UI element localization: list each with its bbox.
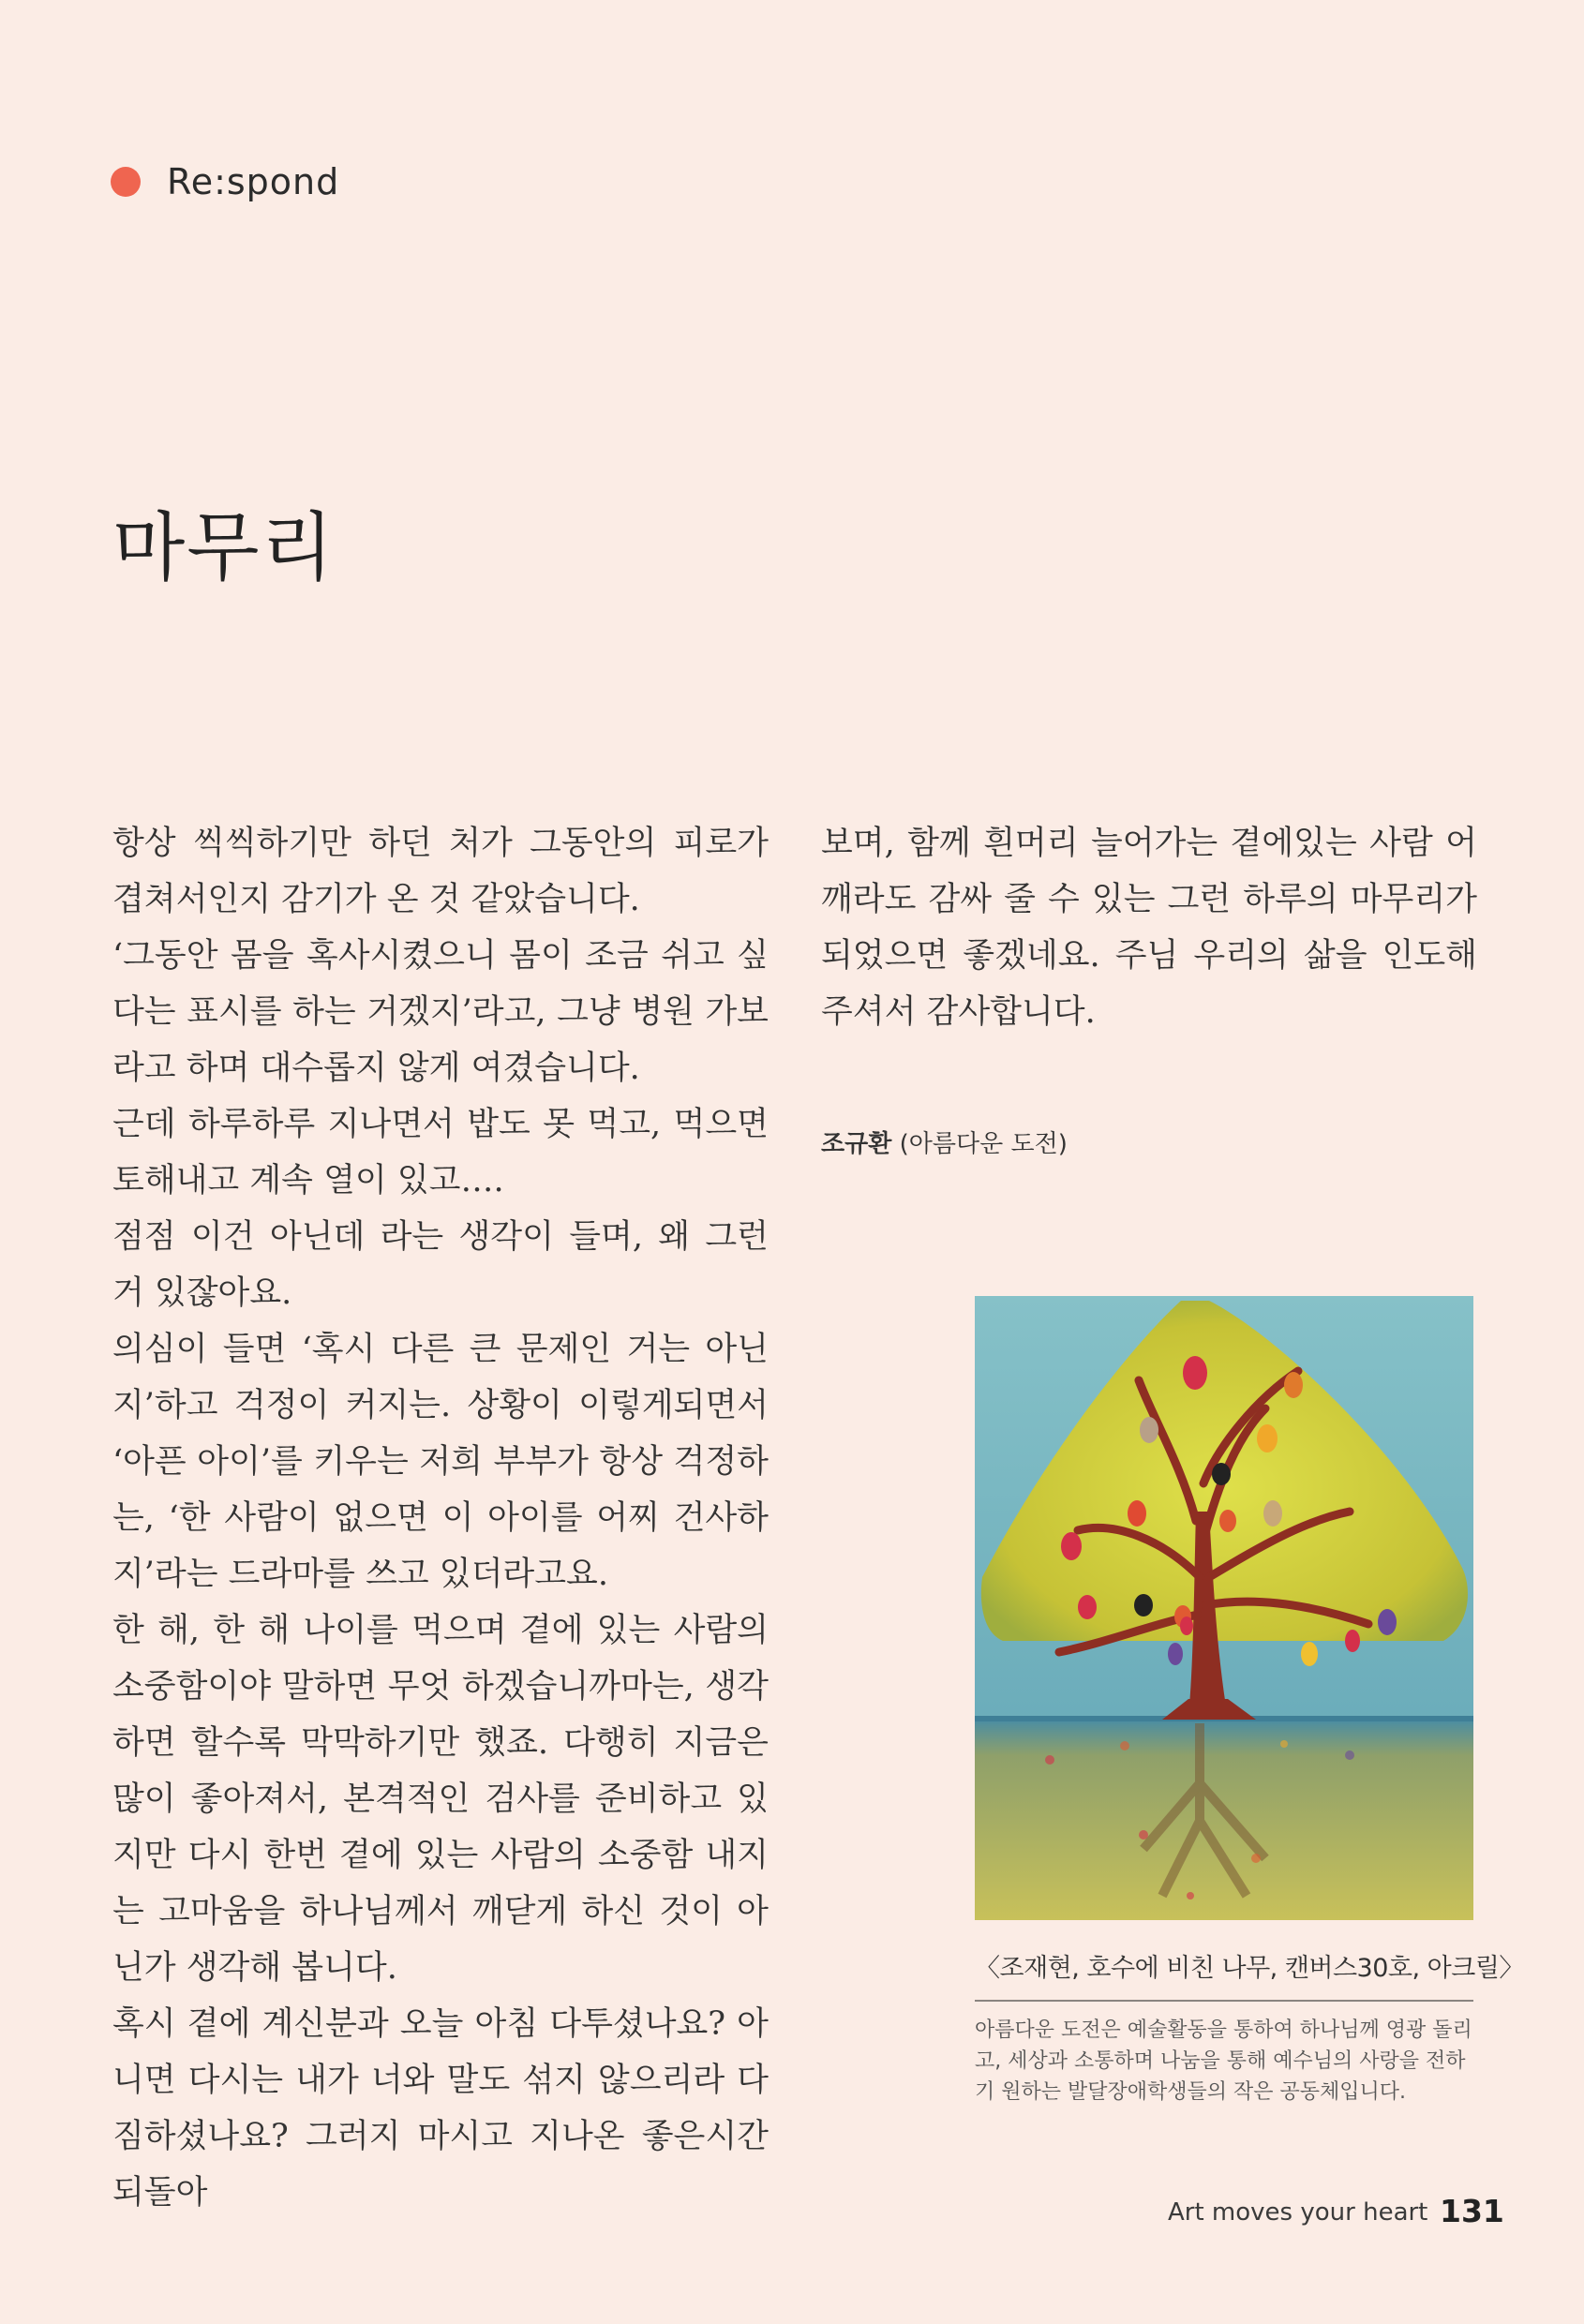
artwork-image [975, 1296, 1473, 1920]
author-byline [821, 1125, 1068, 1159]
artwork-note: 아름다운 도전은 예술활동을 통하여 하나님께 영광 돌리고, 세상과 소통하며 나눔을 통해 예수님의 사랑을 전하기 원하는 발달장애학생들의 작은 공동체입니다. [975, 2019, 1472, 2104]
paragraph: 점점 이건 아닌데 라는 생각이 들며, 왜 그런 거 있잖아요. [112, 1218, 769, 1312]
author-affiliation: (아름다운 도전) [899, 1130, 1068, 1158]
paragraph: 보며, 함께 흰머리 늘어가는 곁에있는 사람 어깨라도 감싸 줄 수 있는 그런 하루의 마무리가 되었으면 좋겠네요. 주님 우리의 삶을 인도해 주셔서 감사합니다. [821, 825, 1477, 1031]
author-name: 조규환 [821, 1130, 892, 1158]
article-left-column [112, 815, 769, 2221]
section-tag [111, 161, 339, 202]
paragraph: ‘그동안 몸을 혹사시켰으니 몸이 조금 쉬고 싶다는 표시를 하는 거겠지’라고, 그냥 병원 가보라고 하며 대수롭지 않게 여겼습니다. [112, 937, 769, 1087]
page-title: 마무리 [112, 504, 336, 591]
article-right-column [821, 815, 1477, 1040]
page-number: 131 [1440, 2193, 1504, 2229]
footer-tagline: Art moves your heart [1168, 2198, 1428, 2227]
paragraph: 의심이 들면 ‘혹시 다른 큰 문제인 거는 아닌지’하고 걱정이 커지는. 상황이 이렇게되면서 ‘아픈 아이’를 키우는 저희 부부가 항상 걱정하는, ‘한 사람이 없으면 이 아이를 어찌 건사하지’라는 드라마를 쓰고 있더라고요. [112, 1331, 769, 1593]
paragraph: 한 해, 한 해 나이를 먹으며 곁에 있는 사람의 소중함이야 말하면 무엇 하겠습니까마는, 생각하면 할수록 막막하기만 했죠. 다행히 지금은 많이 좋아져서, 본격적인 검사를 준비하고 있지만 다시 한번 곁에 있는 사람의 소중함 내지는 고마움을 하나님께서 깨닫게 하신 것이 아닌가 생각해 봅니다. [112, 1612, 769, 1987]
section-label: Re:spond [167, 161, 340, 202]
paragraph: 근데 하루하루 지나면서 밥도 못 먹고, 먹으면 토해내고 계속 열이 있고…. [112, 1106, 769, 1199]
section-dot-icon [111, 167, 141, 197]
paragraph: 혹시 곁에 계신분과 오늘 아침 다투셨나요? 아니면 다시는 내가 너와 말도 섞지 않으리라 다짐하셨나요? 그러지 마시고 지나온 좋은시간 되돌아 [112, 2005, 769, 2212]
caption-divider [975, 2000, 1473, 2002]
artwork-caption: 〈조재현, 호수에 비친 나무, 캔버스30호, 아크릴〉 [975, 1954, 1524, 1983]
paragraph: 항상 씩씩하기만 하던 처가 그동안의 피로가 겹쳐서인지 감기가 온 것 같았습니다. [112, 825, 769, 918]
